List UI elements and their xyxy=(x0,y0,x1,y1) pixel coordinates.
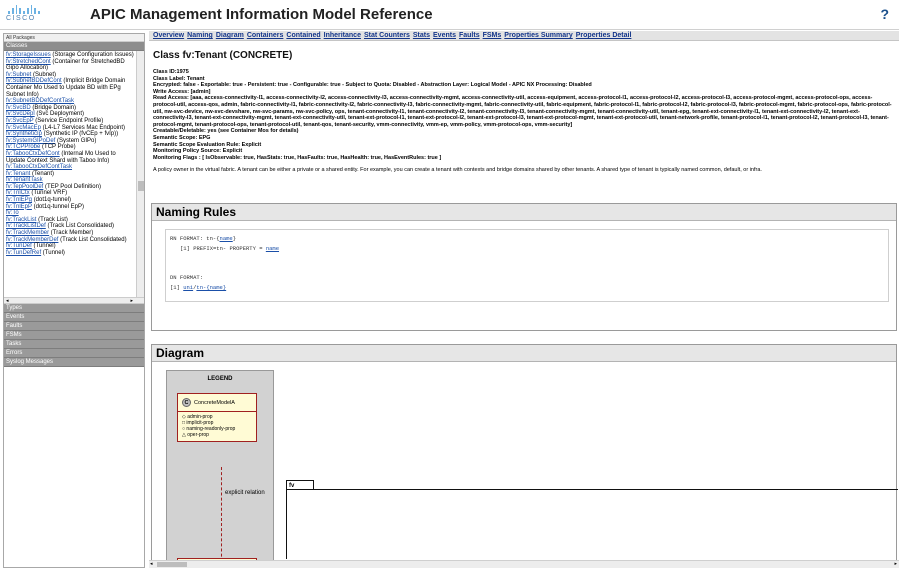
nav-link-inheritance[interactable]: Inheritance xyxy=(323,32,361,39)
classes-section-header[interactable]: Classes xyxy=(4,42,144,51)
class-description-text: (Tunnel VRF) xyxy=(31,190,68,197)
class-description-text: (Svc Deployment) xyxy=(36,111,85,118)
class-list-item xyxy=(6,171,134,178)
class-property-line: Write Access: [admin] xyxy=(153,88,211,95)
class-list-item xyxy=(6,164,134,171)
class-property-line: Monitoring Flags : [ IsObservable: true, HasStats: true, HasFaults: true, HasHealth: true, HasEventRules: true ] xyxy=(153,154,442,161)
class-link[interactable]: fv:TunDef xyxy=(6,243,32,250)
sidebar-section-fsms[interactable]: FSMs xyxy=(4,331,144,340)
nav-link-naming[interactable]: Naming xyxy=(187,32,213,39)
class-description-text: (dot1q-tunnel EpP) xyxy=(33,203,84,210)
class-link[interactable]: fv:TabooCtxDefCont xyxy=(6,150,60,157)
nav-link-events[interactable]: Events xyxy=(433,32,456,39)
class-link[interactable]: fv:Tenant xyxy=(6,170,31,177)
class-list-item xyxy=(6,217,134,224)
class-description-text: (Storage Configuration Issues) xyxy=(52,52,134,58)
sidebar-section-tasks[interactable]: Tasks xyxy=(4,340,144,349)
dn-tenant-link[interactable]: tn-{name} xyxy=(196,284,227,291)
class-link[interactable]: fv:TnlEPg xyxy=(6,197,33,204)
nav-link-diagram[interactable]: Diagram xyxy=(215,32,244,39)
header-bar xyxy=(0,0,899,30)
class-property-line: Class ID:1975 xyxy=(153,69,189,75)
sidebar xyxy=(3,33,145,568)
class-list-item xyxy=(6,52,134,59)
class-link[interactable]: fv:SubnetBDDefCont xyxy=(6,78,62,85)
class-list-item xyxy=(6,138,134,145)
nav-link-properties-summary[interactable]: Properties Summary xyxy=(504,32,573,39)
class-list-item xyxy=(6,151,134,164)
relation-line xyxy=(221,467,222,568)
class-list xyxy=(4,51,144,297)
class-description-text: (Tunnel) xyxy=(42,249,65,256)
sidebar-section-types[interactable]: Types xyxy=(4,304,144,313)
rn-rule-text: [1] PREFIX=tn- PROPERTY = xyxy=(180,245,266,252)
class-link[interactable]: fv:SvcEpP xyxy=(6,117,34,124)
concrete-class-icon: C xyxy=(182,398,191,407)
class-description-text: (Container for StretchedBD Gipo Allocation) xyxy=(6,58,125,72)
class-description-text: (Track List Consolidated) xyxy=(47,223,114,230)
class-list-item xyxy=(6,59,134,72)
class-description-text: (Track Member) xyxy=(50,230,94,237)
class-property-line: Monitoring Policy Source: Explicit xyxy=(153,148,243,155)
class-link[interactable]: fv:TnlEpP xyxy=(6,203,32,210)
class-list-item xyxy=(6,237,134,244)
main-content xyxy=(149,31,899,568)
class-list-scrollbar[interactable] xyxy=(136,51,144,297)
dn-rule-index: [1] xyxy=(170,284,184,291)
legend-concrete-class[interactable] xyxy=(177,393,257,442)
nav-link-stats[interactable]: Stats xyxy=(412,32,431,39)
dn-format-label: DN FORMAT: xyxy=(170,274,204,281)
class-link[interactable]: fv:TrackMemberDef xyxy=(6,236,59,243)
sidebar-sections xyxy=(4,304,144,367)
all-packages-label[interactable]: All Packages xyxy=(4,34,144,42)
sidebar-section-events[interactable]: Events xyxy=(4,313,144,322)
class-description-text: (Bridge Domain) xyxy=(32,104,77,111)
naming-rules-title: Naming Rules xyxy=(152,204,896,221)
class-link[interactable]: fv:StorageIssues xyxy=(6,52,51,58)
class-list-item xyxy=(6,105,134,112)
class-list-item xyxy=(6,197,134,204)
nav-link-containers[interactable]: Containers xyxy=(246,32,284,39)
class-description-text: (Synthetic IP (fvCEp + fvIp)) xyxy=(43,131,119,138)
class-list-item xyxy=(6,223,134,230)
concrete-prop-line: △ oper-prop xyxy=(182,432,209,438)
diagram-section xyxy=(151,344,897,568)
class-list-item xyxy=(6,72,134,79)
diagram-legend xyxy=(166,370,274,568)
concrete-prop-line: □ implicit-prop xyxy=(182,420,214,426)
main-hscrollbar[interactable]: ◂ ▸ xyxy=(150,561,897,567)
sidebar-section-faults[interactable]: Faults xyxy=(4,322,144,331)
class-link[interactable]: fv:TepPoolDef xyxy=(6,183,44,190)
class-link[interactable]: fv:SyntheticIp xyxy=(6,131,43,138)
class-description-text: (Internal Mo Used to Update Context Shard with Taboo Info) xyxy=(6,150,116,164)
diagram-title: Diagram xyxy=(152,345,896,362)
relation-label: explicit relation xyxy=(225,490,265,496)
legend-title: LEGEND xyxy=(207,376,233,382)
rn-format-suffix: } xyxy=(232,235,237,242)
dn-uni-link[interactable]: uni xyxy=(183,284,194,291)
class-description-text: (Tenant) xyxy=(32,170,55,177)
app-title: APIC Management Information Model Reference xyxy=(90,6,433,23)
class-property-line: Class Label: Tenant xyxy=(153,75,205,82)
class-list-item xyxy=(6,78,134,98)
class-description-text: (Implicit Bridge Domain Container Mo Used to Update BD with EPg Subnet Info) xyxy=(6,78,126,98)
sidebar-section-syslog-messages[interactable]: Syslog Messages xyxy=(4,358,144,367)
class-list-item xyxy=(6,98,134,105)
class-description-text: (L4-L7 Services Mac Endpoint) xyxy=(42,124,126,131)
class-description-text: (Subnet) xyxy=(33,71,57,78)
class-list-item xyxy=(6,184,134,191)
concrete-prop-line: ○ naming-readonly-prop xyxy=(182,426,236,432)
class-list-item xyxy=(6,177,134,184)
class-property-line: Semantic Scope Evaluation Rule: Explicit xyxy=(153,141,262,148)
class-list-item xyxy=(6,125,134,132)
dn-rule-sep: / xyxy=(193,284,197,291)
class-link[interactable]: fv:TunDefRef xyxy=(6,249,42,256)
naming-rules-code xyxy=(165,229,889,302)
cisco-logo xyxy=(6,5,40,25)
nav-link-stat-counters[interactable]: Stat Counters xyxy=(363,32,410,39)
class-description-text: (Track List Consolidated) xyxy=(60,236,127,243)
class-link[interactable]: fv:SubnetBDDefContTask xyxy=(6,98,75,105)
class-list-item xyxy=(6,118,134,125)
cisco-logo-text: CISCO xyxy=(6,15,36,22)
help-icon[interactable]: ? xyxy=(880,6,889,22)
class-list-hscrollbar[interactable]: ◂ ▸ xyxy=(4,297,144,304)
class-description-text: (System GIPo) xyxy=(57,137,97,144)
class-description-text: (Track List) xyxy=(38,216,68,223)
class-link[interactable]: fv:TrackMember xyxy=(6,230,50,237)
nav-link-contained[interactable]: Contained xyxy=(286,32,321,39)
concrete-prop-line: ◇ admin-prop xyxy=(182,414,213,420)
class-property-line: Read Access: [aaa, access-connectivity-l1, access-connectivity-l2, access-connectivity-l3, access-connectivity-mgmt, access-connectivity-util, access-equipment, access-protocol-l1, access-protocol-l2, access-protocol-l3, access-protocol-mgmt, access-protocol-ops, access-protocol-util, access-qos, admin, fabric-connectivity-l1, fabric-connectivity-l2, fabric-connectivity-l3, fabric-connectivity-mgmt, fabric-connectivity-util, fabric-equipment, fabric-protocol-l1, fabric-protocol-l2, fabric-protocol-l3, fabric-protocol-mgmt, fabric-protocol-ops, fabric-protocol-util, nw-svc-device, nw-svc-devshare, nw-svc-params, nw-svc-policy, ops, tenant-connectivity-l1, tenant-connectivity-l2, tenant-connectivity-l3, tenant-connectivity-mgmt, tenant-connectivity-util, tenant-epg, tenant-ext-connectivity-l1, tenant-ext-connectivity-l2, tenant-ext-connectivity-l3, tenant-ext-connectivity-mgmt, tenant-ext-connectivity-util, tenant-ext-protocol-l1, tenant-ext-protocol-l2, tenant-ext-protocol-l3, tenant-ext-protocol-mgmt, tenant-ext-protocol-util, tenant-network-profile, tenant-protocol-l1, tenant-protocol-l2, tenant-protocol-l3, tenant-protocol-mgmt, tenant-protocol-ops, tenant-protocol-util, tenant-qos, tenant-security, vmm-connectivity, vmm-ep, vmm-policy, vmm-protocol-ops, vmm-security] xyxy=(153,95,892,128)
class-property-line: Semantic Scope: EPG xyxy=(153,134,211,141)
class-link[interactable]: fv:Subnet xyxy=(6,71,32,78)
naming-rules-section xyxy=(151,203,897,331)
class-link[interactable]: fv:SvcMacEp xyxy=(6,124,42,131)
class-list-item xyxy=(6,210,134,217)
class-list-item xyxy=(6,243,134,250)
class-link[interactable]: fv:To xyxy=(6,210,19,217)
class-list-item xyxy=(6,111,134,118)
concrete-class-name: ConcreteModelA xyxy=(194,399,235,406)
nav-link-properties-detail[interactable]: Properties Detail xyxy=(575,32,632,39)
class-property-line: Encrypted: false - Exportable: true - Persistent: true - Configurable: true - Subject to Quota: Disabled - Abstraction Layer: Logical Model - APIC NX Processing: Disabled xyxy=(153,82,592,89)
rn-format-label: RN FORMAT: tn-{ xyxy=(170,235,220,242)
class-list-item xyxy=(6,190,134,197)
class-list-item xyxy=(6,250,134,257)
class-properties xyxy=(153,69,893,161)
nav-link-fsms[interactable]: FSMs xyxy=(482,32,502,39)
class-description-text: (Service Endpoint Profile) xyxy=(35,117,104,124)
package-box xyxy=(286,489,898,559)
class-list-item xyxy=(6,144,134,151)
class-description-text: (dot1q-tunnel) xyxy=(33,197,72,204)
class-link[interactable]: fv:TrackListDef xyxy=(6,223,46,230)
class-list-item xyxy=(6,204,134,211)
rn-property-link[interactable]: name xyxy=(265,245,280,252)
class-description-text: (TEP Pool Definition) xyxy=(45,183,101,190)
class-link[interactable]: fv:TenantTask xyxy=(6,177,43,184)
nav-link-overview[interactable]: Overview xyxy=(153,32,185,39)
section-nav xyxy=(149,31,899,41)
class-description-text: (Tunnel) xyxy=(33,243,56,250)
class-description-text: (TCP Probe) xyxy=(42,144,76,151)
class-link[interactable]: fv:SvcBD xyxy=(6,104,31,111)
class-link[interactable]: fv:TrackList xyxy=(6,216,37,223)
class-list-item xyxy=(6,230,134,237)
concrete-class-props xyxy=(178,412,256,441)
class-description: A policy owner in the virtual fabric. A tenant can be either a private or a shared entity. For example, you can create a tenant with contexts and bridge domains shared by other tenants. A shared type of tenant is typically named common, default, or infra. xyxy=(153,167,762,174)
class-link[interactable]: fv:SvcDepl xyxy=(6,111,35,118)
class-title: Class fv:Tenant (CONCRETE) xyxy=(153,50,293,61)
class-list-item xyxy=(6,131,134,138)
sidebar-section-errors[interactable]: Errors xyxy=(4,349,144,358)
class-link[interactable]: fv:SystemGIPoDef xyxy=(6,137,56,144)
class-link[interactable]: fv:StretchedCont xyxy=(6,58,51,65)
rn-name-link[interactable]: name xyxy=(219,235,233,242)
nav-link-faults[interactable]: Faults xyxy=(458,32,480,39)
class-link[interactable]: fv:TCPProbe xyxy=(6,144,41,151)
package-tab-fv: fv xyxy=(286,480,314,490)
class-link[interactable]: fv:TabooCtxDefContTask xyxy=(6,164,73,171)
class-property-line: Creatable/Deletable: yes (see Container Mos for details) xyxy=(153,128,299,135)
class-link[interactable]: fv:TnlCtx xyxy=(6,190,30,197)
